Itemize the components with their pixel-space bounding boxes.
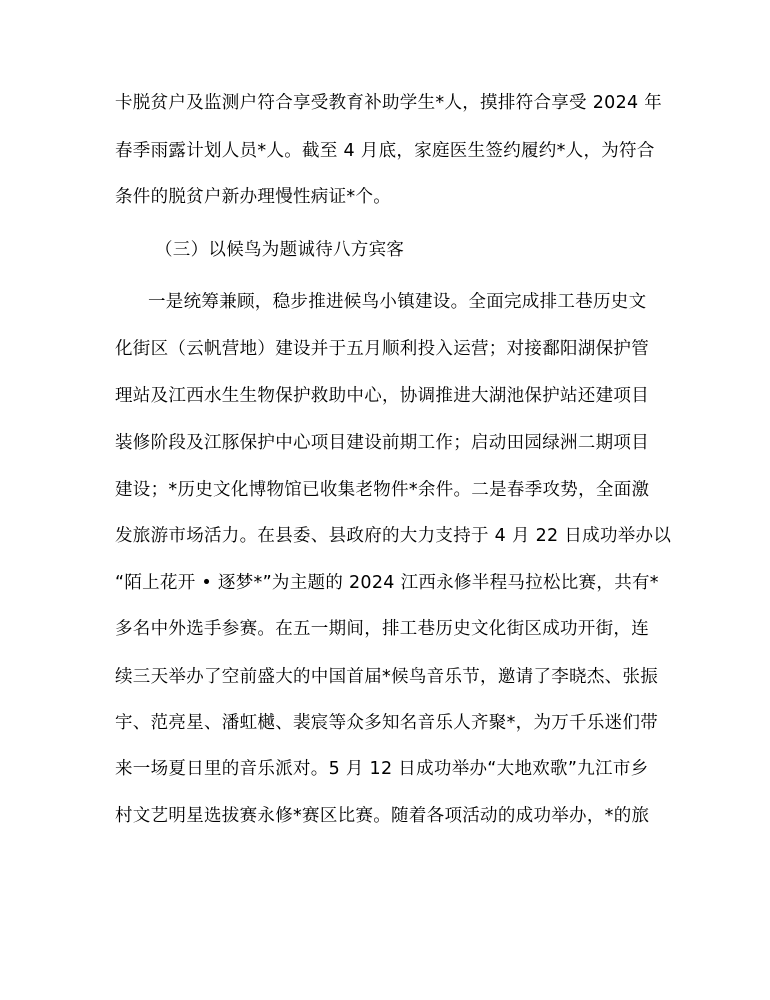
paragraph-line: 发旅游市场活力。在县委、县政府的大力支持于 4 月 22 日成功举办以 xyxy=(115,526,672,546)
paragraph-line: 来一场夏日里的音乐派对。5 月 12 日成功举办“大地欢歌”九江市乡 xyxy=(115,759,649,779)
paragraph-line: 化街区（云帆营地）建设并于五月顺利投入运营；对接鄱阳湖保护管 xyxy=(115,339,649,359)
paragraph-line: 宇、范亮星、潘虹樾、裴宸等众多知名音乐人齐聚*，为万千乐迷们带 xyxy=(115,713,659,733)
paragraph-line: 春季雨露计划人员*人。截至 4 月底，家庭医生签约履约*人，为符合 xyxy=(115,141,655,161)
paragraph-line: 续三天举办了空前盛大的中国首届*候鸟音乐节，邀请了李晓杰、张振 xyxy=(115,667,659,687)
paragraph-line: 建设；*历史文化博物馆已收集老物件*余件。二是春季攻势，全面激 xyxy=(115,480,650,500)
paragraph-line: “陌上花开 • 逐梦*”为主题的 2024 江西永修半程马拉松比赛，共有* xyxy=(115,573,659,593)
paragraph-line: 理站及江西水生生物保护救助中心，协调推进大湖池保护站还建项目 xyxy=(115,386,649,406)
paragraph-line: 多名中外选手参赛。在五一期间，排工巷历史文化街区成功开街，连 xyxy=(115,619,649,639)
paragraph-line: 条件的脱贫户新办理慢性病证*个。 xyxy=(115,187,392,207)
paragraph-line: 一是统筹兼顾，稳步推进候鸟小镇建设。全面完成排工巷历史文 xyxy=(148,292,647,312)
paragraph-line: 卡脱贫户及监测户符合享受教育补助学生*人，摸排符合享受 2024 年 xyxy=(115,93,663,113)
section-heading: （三）以候鸟为题诚待八方宾客 xyxy=(155,240,405,260)
paragraph-line: 装修阶段及江豚保护中心项目建设前期工作；启动田园绿洲二期项目 xyxy=(115,433,649,453)
paragraph-line: 村文艺明星选拔赛永修*赛区比赛。随着各项活动的成功举办，*的旅 xyxy=(115,806,650,826)
